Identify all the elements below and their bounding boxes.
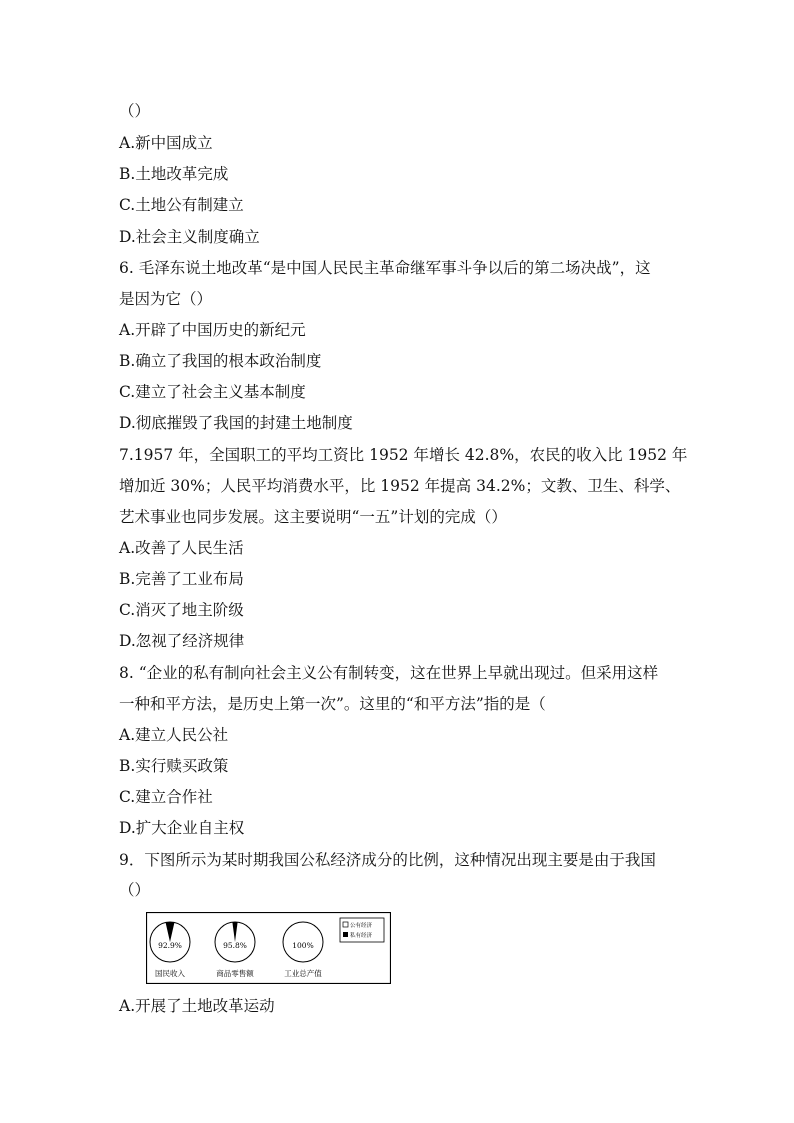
legend-private-swatch [343, 932, 348, 937]
question-5-bracket: （） [119, 102, 151, 120]
q5-option-a: A.新中国成立 [119, 134, 213, 152]
q6-option-d: D.彻底摧毁了我国的封建土地制度 [119, 414, 353, 432]
q5-option-c: C.土地公有制建立 [119, 196, 244, 214]
q7-stem-line-3: 艺术事业也同步发展。这主要说明“一五”计划的完成（） [119, 508, 507, 526]
pie-industrial-output-value: 100% [292, 941, 314, 950]
pie-retail-sales-caption: 商品零售额 [216, 969, 254, 978]
q9-stem-line-2: （） [119, 881, 151, 899]
q7-option-a: A.改善了人民生活 [119, 539, 244, 557]
q8-stem-line-2: 一种和平方法，是历史上第一次”。这里的“和平方法”指的是（ [119, 695, 546, 713]
q6-option-b: B.确立了我国的根本政治制度 [119, 352, 322, 370]
q5-option-b: B.土地改革完成 [119, 165, 229, 183]
legend-private-label: 私有经济 [350, 933, 373, 939]
q6-stem-line-2: 是因为它（） [119, 290, 213, 308]
economic-composition-figure [146, 912, 391, 984]
pie-industrial-output-caption: 工业总产值 [284, 969, 322, 978]
q8-stem-line-1: 8. “企业的私有制向社会主义公有制转变，这在世界上早就出现过。但采用这样 [119, 664, 659, 682]
q8-option-d: D.扩大企业自主权 [119, 819, 245, 837]
q7-stem-line-1: 7.1957 年，全国职工的平均工资比 1952 年增长 42.8%，农民的收入比 1952 年 [119, 446, 688, 464]
q9-stem-line-1: 9．下图所示为某时期我国公私经济成分的比例，这种情况出现主要是由于我国 [119, 851, 656, 869]
q7-option-d: D.忽视了经济规律 [119, 632, 245, 650]
q5-option-d: D.社会主义制度确立 [119, 228, 260, 246]
q7-stem-line-2: 增加近 30%；人民平均消费水平，比 1952 年提高 34.2%；文教、卫生、科学、 [119, 477, 681, 495]
legend-public-swatch [343, 922, 348, 927]
q8-option-a: A.建立人民公社 [119, 726, 229, 744]
q7-option-b: B.完善了工业布局 [119, 570, 244, 588]
q9-option-a: A.开展了土地改革运动 [119, 997, 275, 1015]
pie-retail-sales-value: 95.8% [223, 941, 247, 950]
q6-option-c: C.建立了社会主义基本制度 [119, 383, 306, 401]
pie-national-income-value: 92.9% [158, 941, 182, 950]
q8-option-b: B.实行赎买政策 [119, 757, 229, 775]
pie-national-income-caption: 国民收入 [155, 969, 185, 978]
q6-option-a: A.开辟了中国历史的新纪元 [119, 321, 306, 339]
q7-option-c: C.消灭了地主阶级 [119, 601, 244, 619]
pie-charts-svg [146, 912, 391, 984]
q8-option-c: C.建立合作社 [119, 788, 213, 806]
legend-public-label: 公有经济 [350, 923, 373, 929]
q6-stem-line-1: 6. 毛泽东说土地改革“是中国人民民主革命继军事斗争以后的第二场决战”，这 [119, 259, 651, 277]
